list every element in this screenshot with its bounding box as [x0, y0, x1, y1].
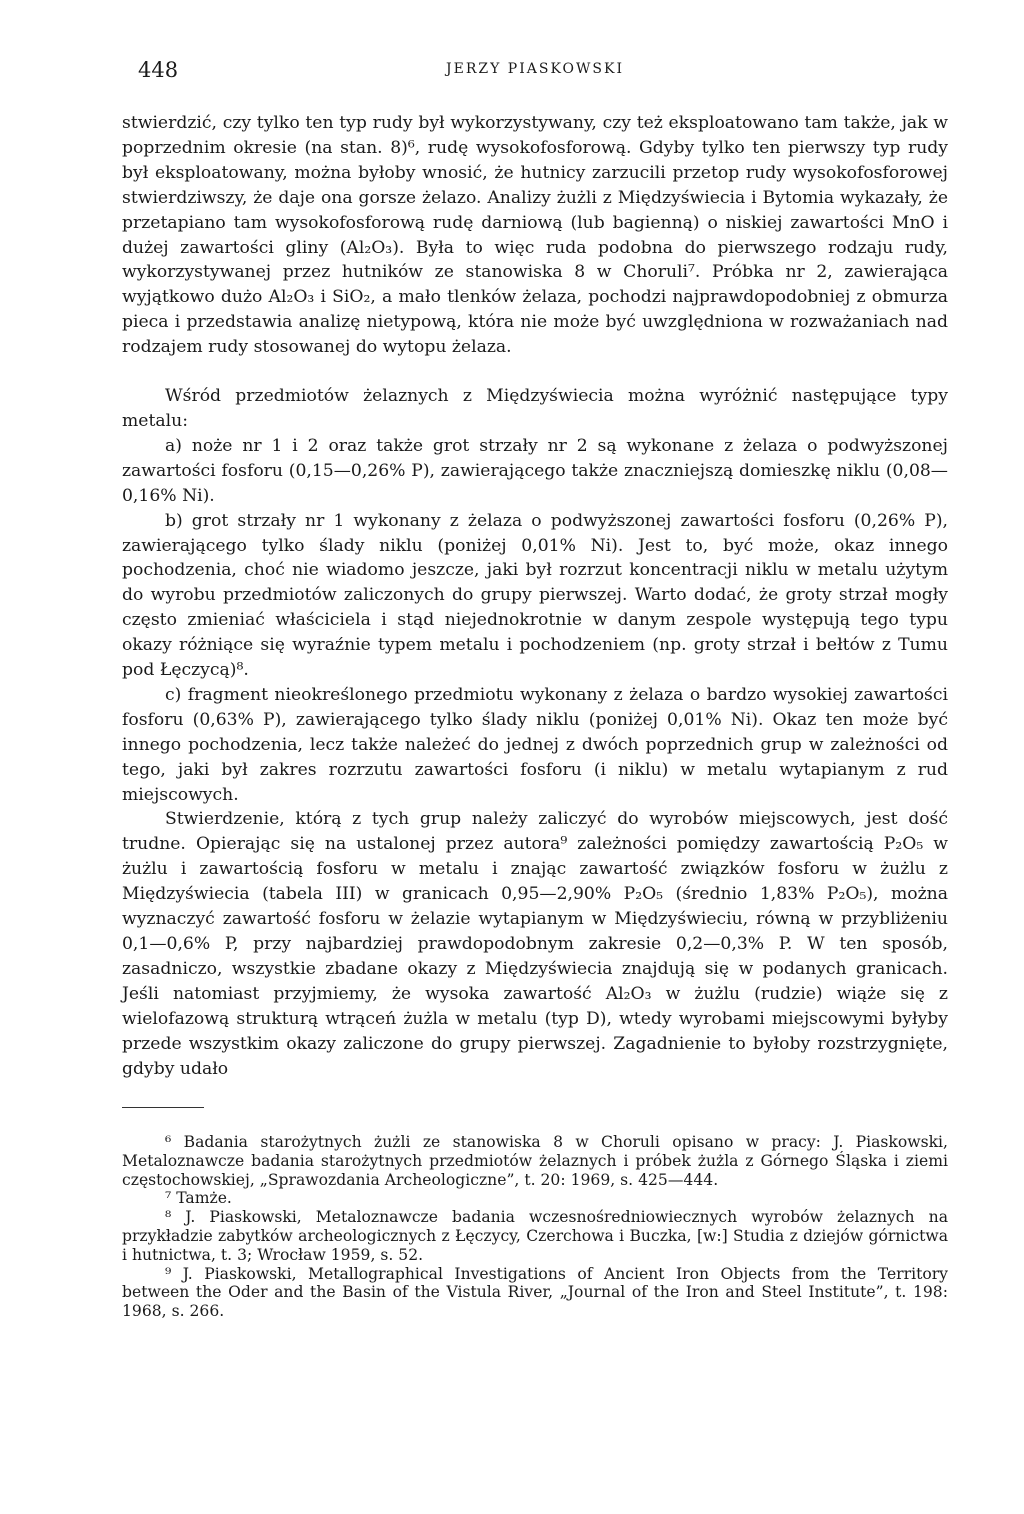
footnote: ⁶ Badania starożytnych żużli ze stanowiska 8 w Choruli opisano w pracy: J. Piaskowski, Metaloznawcze badania starożytnych przedmiotów żelaznych i próbek żużla z Górnego Śląska i ziemi częstochowskiej, „Sprawozdania Archeologiczne”, t. 20: 1969, s. 425—444.: [122, 1133, 948, 1189]
running-title: JERZY PIASKOWSKI: [446, 61, 624, 77]
footnote: ⁹ J. Piaskowski, Metallographical Investigations of Ancient Iron Objects from the Territory between the Oder and the Basin of the Vistula River, „Journal of the Iron and Steel Institute”, t. 198: 1968, s. 266.: [122, 1264, 948, 1321]
paragraph: stwierdzić, czy tylko ten typ rudy był wykorzystywany, czy też eksploatowano tam także, jak w poprzednim okresie (na stan. 8)⁶, rudę wysokofosforową. Gdyby tylko ten pierwszy typ rudy był eksploatowany, można byłoby wnosić, że hutnicy zarzucili przetop rudy wysokofosforowej stwierdziwszy, że daje ona gorsze żelazo. Analizy żużli z Międzyświecia i Bytomia wykazały, że przetapiano tam wysokofosforową rudę darniową (lub bagienną) o niskiej zawartości MnO i dużej zawartości gliny (Al₂O₃). Była to więc ruda podobna do pierwszego rodzaju rudy, wykorzystywanej przez hutników ze stanowiska 8 w Choruli⁷. Próbka nr 2, zawierająca wyjątkowo dużo Al₂O₃ i SiO₂, a mało tlenków żelaza, pochodzi najprawdopodobniej z obmurza pieca i przedstawia analizę nietypową, która nie może być uwzględniona w rozważaniach nad rodzajem rudy stosowanej do wytopu żelaza.: [122, 113, 948, 358]
main-text: [122, 111, 948, 1081]
footnote: ⁸ J. Piaskowski, Metaloznawcze badania wczesnośredniowiecznych wyrobów żelaznych na przykładzie zabytków archeologicznych z Łęczycy, Czerchowa i Buczka, [w:] Studia z dziejów górnictwa i hutnictwa, t. 3; Wrocław 1959, s. 52.: [122, 1208, 948, 1264]
page-number: 448: [138, 58, 179, 82]
paragraph: a) noże nr 1 i 2 oraz także grot strzały nr 2 są wykonane z żelaza o podwyższonej zawartości fosforu (0,15—0,26% P), zawierającego także znaczniejszą domieszkę niklu (0,08—0,16% Ni).: [122, 435, 948, 506]
paragraph: Stwierdzenie, którą z tych grup należy zaliczyć do wyrobów miejscowych, jest dość trudne. Opierając się na ustalonej przez autora⁹ zależności pomiędzy zawartością P₂O₅ w żużlu i zawartością fosforu w metalu i znając zawartość związków fosforu w żużlu z Międzyświecia (tabela III) w granicach 0,95—2,90% P₂O₅ (średnio 1,83% P₂O₅), można wyznaczyć zawartość fosforu w żelazie wytapianym w Międzyświeciu, równą w przybliżeniu 0,1—0,6% P, przy najbardziej prawdopodobnym zakresie 0,2—0,3% P. W ten sposób, zasadniczo, wszystkie zbadane okazy z Międzyświecia znajdują się w podanych granicach. Jeśli natomiast przyjmiemy, że wysoka zawartość Al₂O₃ w żużlu (rudzie) wiąże się z wielofazową strukturą wtrąceń żużla w metalu (typ D), wtedy wyrobami miejscowymi byłyby przede wszystkim okazy zaliczone do grupy pierwszej. Zagadnienie to byłoby rozstrzygnięte, gdyby udało: [122, 809, 948, 1079]
paragraph: c) fragment nieokreślonego przedmiotu wykonany z żelaza o bardzo wysokiej zawartości fosforu (0,63% P), zawierającego tylko ślady niklu (poniżej 0,01% Ni). Okaz ten może być innego pochodzenia, lecz także należeć do jednej z dwóch poprzednich grup w zależności od tego, jaki był zakres rozrzutu zawartości fosforu (i niklu) w metalu wytapianym z rud miejscowych.: [122, 684, 948, 805]
page-header: [122, 58, 948, 88]
footnote-separator: [122, 1107, 204, 1108]
paragraph: Wśród przedmiotów żelaznych z Międzyświecia można wyróżnić następujące typy metalu:: [122, 386, 948, 431]
footnote: ⁷ Tamże.: [165, 1189, 232, 1208]
paragraph: b) grot strzały nr 1 wykonany z żelaza o podwyższonej zawartości fosforu (0,26% P), zawierającego tylko ślady niklu (poniżej 0,01% Ni). Jest to, być może, okaz innego pochodzenia, choć nie wiadomo jeszcze, jaki był rozrzut koncentracji niklu w metalu użytym do wyrobu przedmiotów zaliczonych do grupy pierwszej. Warto dodać, że groty strzał mogły często zmieniać właściciela i stąd niejednokrotnie w danym zespole występują tego typu okazy różniące się wyraźnie typem metalu i pochodzeniem (np. groty strzał i bełtów z Tumu pod Łęczycą)⁸.: [122, 510, 948, 681]
footnotes: [122, 1133, 948, 1321]
